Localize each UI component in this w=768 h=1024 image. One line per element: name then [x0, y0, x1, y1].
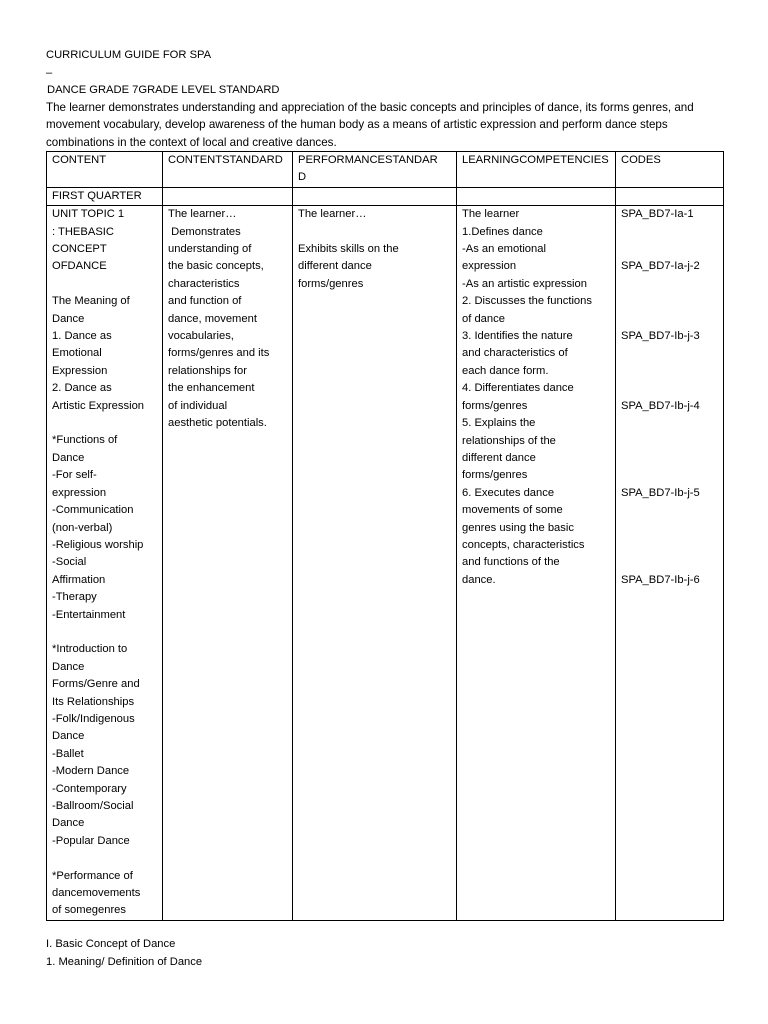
header-content: CONTENT — [47, 152, 163, 188]
code-2: SPA_BD7-Ia-j-2 — [621, 260, 700, 273]
header-performance-standard: PERFORMANCESTANDAR D — [293, 152, 457, 188]
document-title: CURRICULUM GUIDE FOR SPA — [46, 49, 212, 61]
code-6: SPA_BD7-Ib-j-6 — [621, 573, 700, 586]
header-codes: CODES — [616, 152, 724, 188]
code-1: SPA_BD7-Ia-1 — [621, 208, 694, 221]
document-subtitle: DANCE GRADE 7GRADE LEVEL STANDARD — [47, 84, 280, 96]
code-3: SPA_BD7-Ib-j-3 — [621, 330, 700, 343]
header-learning-competencies: LEARNINGCOMPETENCIES — [457, 152, 616, 188]
title-dash: – — [46, 67, 53, 79]
footer-subheading: 1. Meaning/ Definition of Dance — [46, 956, 203, 968]
code-4: SPA_BD7-Ib-j-4 — [621, 399, 700, 412]
performance-standard-cell: The learner… Exhibits skills on the different dance forms/genres — [293, 206, 457, 921]
quarter-row — [47, 187, 724, 205]
intro-paragraph: The learner demonstrates understanding and appreciation of the basic concepts and principles of dance, its forms genres, and movement vocabulary, develop awareness of the human body as a means of artistic expression and perform dance steps combinations in the context of local and creative dances. — [46, 101, 694, 149]
table-header-row — [47, 152, 724, 188]
learning-competencies-cell: The learner 1.Defines dance -As an emotional expression -As an artistic expression 2. Discusses the functions of dance 3. Identifies the nature and characteristics of each dance form. 4. Differentiates dance forms/genres 5. Explains the relationships of the different dance forms/genres 6. Executes dance movements of some genres using the basic concepts, characteristics and functions of the dance. — [457, 206, 616, 921]
curriculum-table — [46, 151, 724, 921]
codes-cell — [616, 206, 724, 921]
content-standard-cell: The learner… Demonstrates understanding of the basic concepts, characteristics and function of dance, movement vocabularies, forms/genres and its relationships for the enhancement of individual aesthetic potentials. — [163, 206, 293, 921]
code-5: SPA_BD7-Ib-j-5 — [621, 486, 700, 499]
footer-heading: I. Basic Concept of Dance — [46, 938, 176, 950]
header-content-standard: CONTENTSTANDARD — [163, 152, 293, 188]
table-row — [47, 206, 724, 921]
quarter-label: FIRST QUARTER — [47, 187, 163, 205]
content-cell: UNIT TOPIC 1 : THEBASIC CONCEPT OFDANCE The Meaning of Dance 1. Dance as Emotional Expression 2. Dance as Artistic Expression *Functions of Dance -For self- expression -Communication (non-verbal) -Religious worship -Social Affirmation -Therapy -Entertainment *Introduction to Dance Forms/Genre and Its Relationships -Folk/Indigenous Dance -Ballet -Modern Dance -Contemporary -Ballroom/Social Dance -Popular Dance *Performance of dancemovements of somegenres — [47, 206, 163, 921]
